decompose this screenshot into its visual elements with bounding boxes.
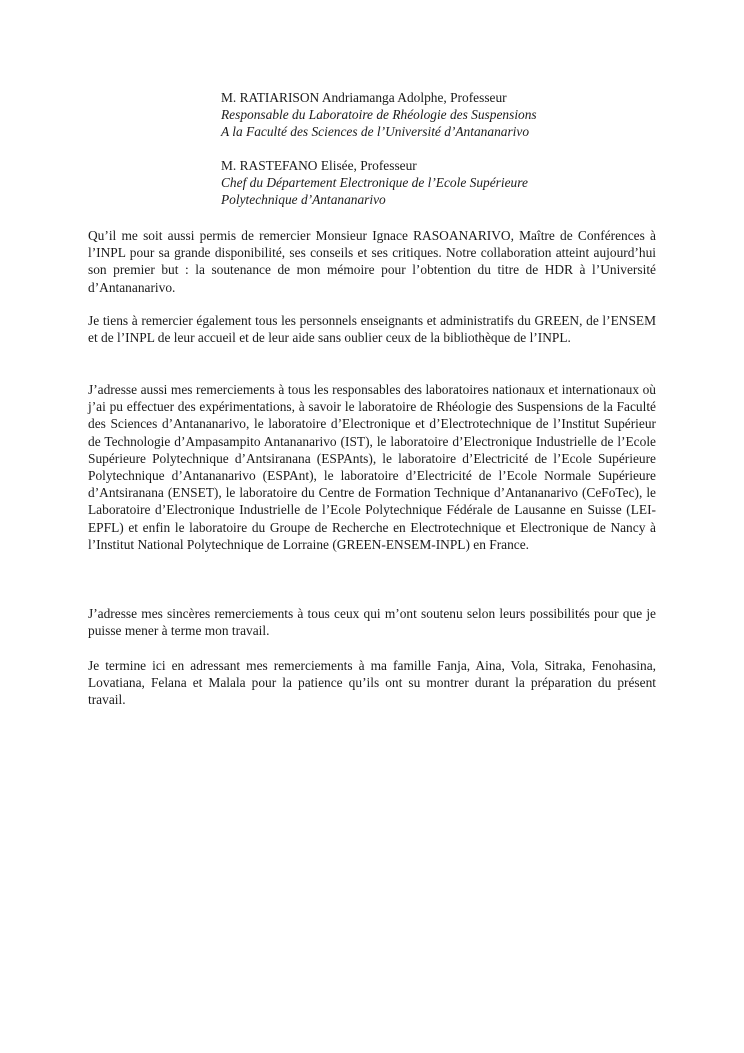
contact-name: M. RATIARISON Andriamanga Adolphe, Professeur xyxy=(221,90,507,105)
paragraph-rasoanarivo: Qu’il me soit aussi permis de remercier Monsieur Ignace RASOANARIVO, Maître de Conférences à l’INPL pour sa grande disponibilité, ses conseils et ses critiques. Notre collaboration atteint aujourd’hui son premier but : la soutenance de mon mémoire pour l’obtention du titre de HDR à l’Université d’Antananarivo. xyxy=(88,228,656,295)
contact-block-ratiarison xyxy=(221,89,661,141)
paragraph-supporters: J’adresse mes sincères remerciements à tous ceux qui m’ont soutenu selon leurs possibilités pour que je puisse mener à terme mon travail. xyxy=(88,606,656,639)
contact-role: Chef du Département Electronique de l’Ecole Supérieure xyxy=(221,175,528,191)
paragraph-laboratories: J’adresse aussi mes remerciements à tous les responsables des laboratoires nationaux et internationaux où j’ai pu effectuer des expérimentations, à savoir le laboratoire de Rhéologie des Suspensions de la Faculté des Sciences d’Antananarivo, le laboratoire d’Electronique et d’Electrotechnique de l’Institut Supérieur de Technologie d’Ampasampito Antananarivo (IST), le laboratoire d’Electronique Industrielle de l’Ecole Supérieure Polytechnique d’Antsiranana (ESPAnts), le laboratoire d’Electricité de l’Ecole Supérieure Polytechnique d’Antananarivo (ESPAnt), le laboratoire d’Electricité de l’Ecole Normale Supérieure d’Antsiranana (ENSET), le laboratoire du Centre de Formation Technique d’Antananarivo (CeFoTec), le Laboratoire d’Electronique Industrielle de l’Ecole Polytechnique Fédérale de Lausanne en Suisse (LEI-EPFL) et enfin le laboratoire du Groupe de Recherche en Electrotechnique et Electronique de Nancy à l’Institut National Polytechnique de Lorraine (GREEN-ENSEM-INPL) en France. xyxy=(88,382,656,552)
paragraph-staff-thanks: Je tiens à remercier également tous les personnels enseignants et administratifs du GREEN, de l’ENSEM et de l’INPL de leur accueil et de leur aide sans oublier ceux de la bibliothèque de l’INPL. xyxy=(88,313,656,346)
paragraph-family: Je termine ici en adressant mes remerciements à ma famille Fanja, Aina, Vola, Sitraka, Fenohasina, Lovatiana, Felana et Malala pour la patience qu’ils ont su montrer durant la préparation du présent travail. xyxy=(88,658,656,708)
contact-block-rastefano xyxy=(221,157,661,209)
contact-affiliation: Polytechnique d’Antananarivo xyxy=(221,192,386,208)
contact-role: Responsable du Laboratoire de Rhéologie des Suspensions xyxy=(221,107,537,123)
contact-name: M. RASTEFANO Elisée, Professeur xyxy=(221,158,417,173)
contact-affiliation: A la Faculté des Sciences de l’Université d’Antananarivo xyxy=(221,124,530,140)
